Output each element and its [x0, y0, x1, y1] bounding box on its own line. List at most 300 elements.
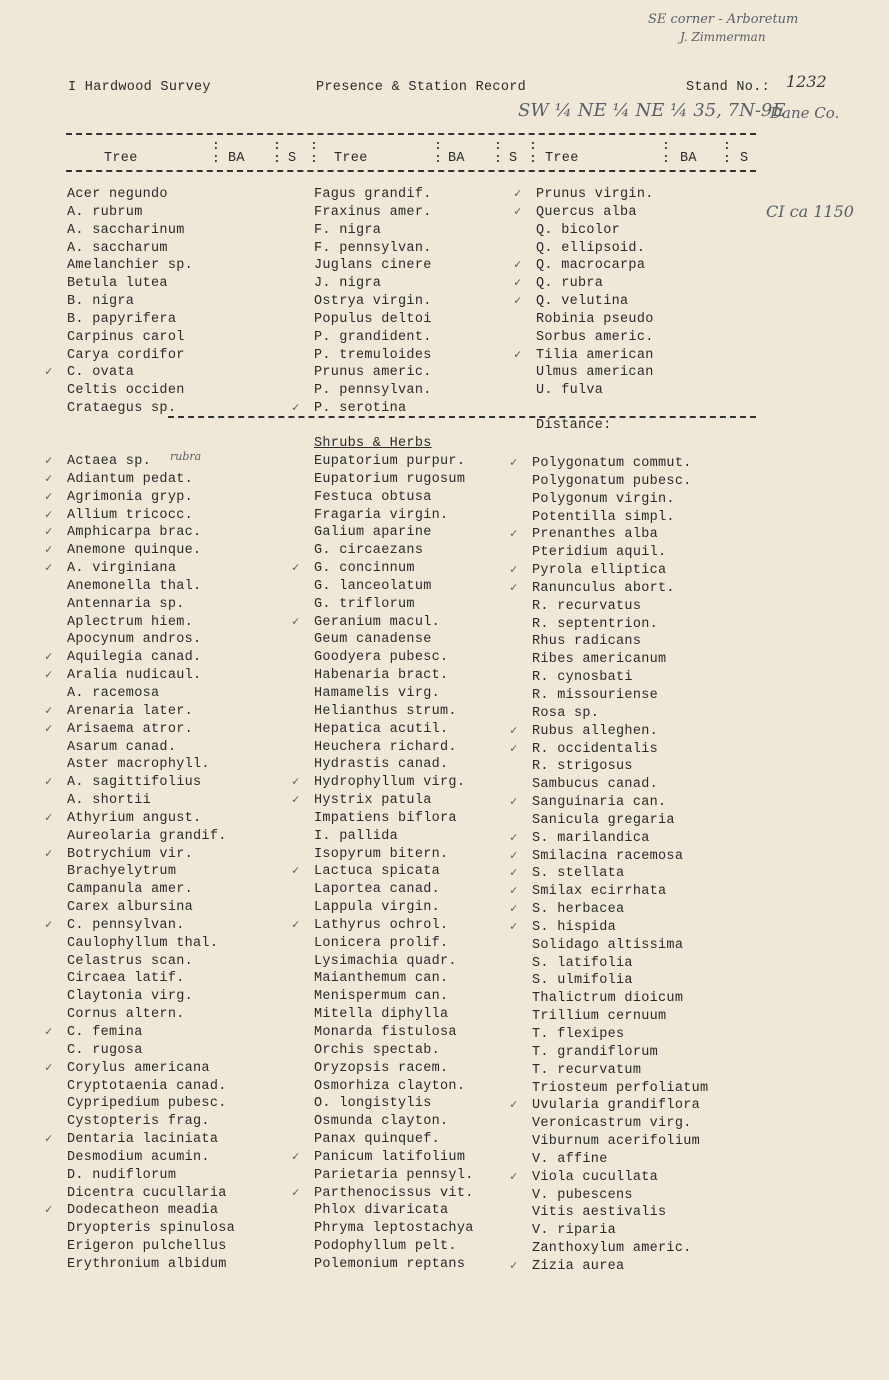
- checkmark-icon: ✓: [45, 1025, 53, 1039]
- species-name: Aralia nudicaul.: [67, 668, 202, 684]
- species-entry: [314, 953, 474, 971]
- species-name: Circaea latif.: [67, 971, 185, 987]
- species-name: Apocynum andros.: [67, 632, 202, 648]
- checkmark-icon: ✓: [292, 1185, 300, 1200]
- species-name: Polygonatum commut.: [532, 456, 692, 471]
- species-name: A. saccharum: [67, 240, 168, 256]
- checkmark-icon: ✓: [510, 866, 518, 881]
- species-name: Hepatica acutil.: [314, 721, 449, 737]
- species-entry: [532, 937, 708, 955]
- species-entry: [314, 596, 474, 614]
- species-entry: [67, 347, 193, 365]
- species-name: Amphicarpa brac.: [67, 525, 202, 541]
- species-entry: [532, 1008, 708, 1026]
- species-entry: [532, 1240, 708, 1258]
- species-name: Aquilegia canad.: [67, 650, 202, 666]
- species-entry: [67, 240, 193, 258]
- species-entry: [314, 649, 474, 667]
- species-entry: [67, 614, 235, 632]
- species-entry: [536, 311, 654, 329]
- species-name: Carpinus carol: [67, 329, 185, 345]
- species-name: Laportea canad.: [314, 882, 441, 898]
- species-name: Pteridium aquil.: [532, 545, 667, 561]
- checkmark-icon: ✓: [45, 507, 53, 522]
- species-name: Pyrola elliptica: [532, 563, 667, 579]
- species-name: C. femina: [67, 1025, 143, 1040]
- species-entry: [45, 917, 235, 935]
- checkmark-icon: ✓: [510, 919, 518, 934]
- ci-note: CI ca 1150: [766, 202, 854, 221]
- checkmark-icon: ✓: [45, 668, 53, 683]
- species-name: I. pallida: [314, 828, 399, 844]
- species-name: Sanguinaria can.: [532, 795, 667, 811]
- checkmark-icon: ✓: [510, 848, 518, 863]
- checkmark-icon: ✓: [510, 723, 518, 738]
- species-entry: [45, 507, 235, 525]
- species-entry: [314, 1131, 474, 1149]
- species-entry: [67, 1220, 235, 1238]
- species-entry: [314, 739, 474, 757]
- header-top-rule: [66, 133, 756, 135]
- species-name: Polemonium reptans: [314, 1256, 466, 1272]
- species-name: C. rugosa: [67, 1042, 143, 1058]
- species-entry: [314, 275, 432, 293]
- rubra-note: rubra: [170, 450, 202, 463]
- species-name: Cystopteris frag.: [67, 1114, 210, 1130]
- species-name: Cryptotaenia canad.: [67, 1078, 227, 1094]
- species-entry: [532, 509, 708, 527]
- species-entry: [314, 542, 474, 560]
- species-entry: [67, 739, 235, 757]
- species-name: Corylus americana: [67, 1060, 210, 1076]
- species-entry: [314, 721, 474, 739]
- species-name: J. nigra: [314, 276, 382, 292]
- stand-number: 1232: [786, 72, 827, 91]
- species-name: Prunus virgin.: [536, 187, 654, 202]
- species-name: Geranium macul.: [314, 614, 441, 630]
- herb-list-col2: [292, 453, 474, 1274]
- species-name: Actaea sp.: [67, 454, 152, 469]
- species-entry: [314, 186, 432, 204]
- species-entry: [314, 988, 474, 1006]
- species-name: R. missouriense: [532, 687, 659, 703]
- species-entry: [67, 382, 193, 400]
- species-name: Celastrus scan.: [67, 953, 194, 969]
- species-entry: [45, 489, 235, 507]
- tree-list-col3: [514, 186, 654, 400]
- species-name: Q. velutina: [536, 294, 629, 310]
- checkmark-icon: ✓: [510, 830, 518, 845]
- species-name: Dodecatheon meadia: [67, 1203, 219, 1219]
- species-entry: [67, 578, 235, 596]
- species-entry: [532, 955, 708, 973]
- species-entry: [314, 329, 432, 347]
- checkmark-icon: ✓: [514, 258, 522, 273]
- species-name: Carex albursina: [67, 900, 194, 916]
- species-entry: [532, 1080, 708, 1098]
- species-entry: [45, 560, 235, 578]
- species-name: Monarda fistulosa: [314, 1025, 457, 1040]
- species-entry: [532, 1204, 708, 1222]
- species-name: B. nigra: [67, 294, 135, 310]
- species-entry: [292, 792, 474, 810]
- species-name: Rhus radicans: [532, 634, 642, 650]
- species-name: Sorbus americ.: [536, 329, 654, 345]
- species-entry: [67, 311, 193, 329]
- tree-col2-header: Tree: [334, 151, 368, 166]
- species-entry: [314, 1202, 474, 1220]
- species-entry: [45, 364, 193, 382]
- species-entry: [314, 1095, 474, 1113]
- species-name: Betula lutea: [67, 276, 168, 292]
- species-entry: [314, 489, 474, 507]
- species-name: Isopyrum bitern.: [314, 846, 449, 862]
- species-entry: [67, 275, 193, 293]
- species-entry: [45, 667, 235, 685]
- species-name: Ulmus american: [536, 365, 654, 381]
- species-name: T. recurvatum: [532, 1062, 642, 1078]
- species-name: Campanula amer.: [67, 882, 194, 898]
- species-entry: [532, 705, 708, 723]
- species-name: Trillium cernuum: [532, 1009, 667, 1025]
- checkmark-icon: ✓: [510, 741, 518, 756]
- species-entry: [510, 1169, 708, 1187]
- species-entry: [514, 257, 654, 275]
- species-name: Parthenocissus vit.: [314, 1185, 474, 1201]
- species-name: Fagus grandif.: [314, 187, 432, 202]
- species-name: Parietaria pennsyl.: [314, 1167, 474, 1183]
- species-name: Panax quinquef.: [314, 1132, 441, 1148]
- species-name: Galium aparine: [314, 525, 432, 541]
- species-entry: [292, 917, 474, 935]
- species-entry: [510, 848, 708, 866]
- species-name: Claytonia virg.: [67, 989, 194, 1005]
- checkmark-icon: ✓: [45, 846, 53, 861]
- species-name: Maianthemum can.: [314, 971, 449, 987]
- species-name: Adiantum pedat.: [67, 471, 194, 487]
- species-name: C. ovata: [67, 365, 135, 381]
- species-entry: [510, 901, 708, 919]
- species-entry: [67, 329, 193, 347]
- species-entry: [314, 364, 432, 382]
- species-entry: [45, 453, 235, 471]
- checkmark-icon: ✓: [45, 650, 53, 665]
- species-entry: [67, 899, 235, 917]
- species-name: V. affine: [532, 1151, 608, 1167]
- checkmark-icon: ✓: [45, 1060, 53, 1075]
- species-entry: [532, 1151, 708, 1169]
- species-name: Botrychium vir.: [67, 846, 194, 862]
- checkmark-icon: ✓: [510, 1098, 518, 1113]
- species-entry: [532, 491, 708, 509]
- species-name: Orchis spectab.: [314, 1042, 441, 1058]
- species-name: Potentilla simpl.: [532, 509, 675, 525]
- species-name: G. circaezans: [314, 543, 424, 559]
- species-name: Aplectrum hiem.: [67, 614, 194, 630]
- species-entry: [45, 471, 235, 489]
- species-name: Q. ellipsoid.: [536, 240, 646, 256]
- species-entry: [67, 1167, 235, 1185]
- species-name: Acer negundo: [67, 187, 168, 202]
- checkmark-icon: ✓: [45, 543, 53, 558]
- checkmark-icon: ✓: [514, 276, 522, 291]
- checkmark-icon: ✓: [45, 365, 53, 380]
- species-name: Erythronium albidum: [67, 1256, 227, 1272]
- species-name: Q. bicolor: [536, 222, 621, 238]
- species-entry: [536, 222, 654, 240]
- species-name: Eupatorium rugosum: [314, 471, 466, 487]
- species-name: Agrimonia gryp.: [67, 489, 194, 505]
- species-name: Arenaria later.: [67, 703, 194, 719]
- distance-label: Distance:: [536, 418, 612, 433]
- tree-list-col1: [45, 186, 194, 418]
- checkmark-icon: ✓: [45, 489, 53, 504]
- species-entry: [67, 792, 235, 810]
- species-entry: [67, 953, 235, 971]
- species-name: Geum canadense: [314, 632, 432, 648]
- checkmark-icon: ✓: [514, 204, 522, 219]
- species-entry: [314, 1256, 474, 1274]
- species-name: Hydrophyllum virg.: [314, 775, 466, 791]
- s-col1-header: S: [288, 151, 297, 166]
- species-name: Vitis aestivalis: [532, 1205, 667, 1221]
- species-entry: [532, 687, 708, 705]
- species-entry: [532, 1222, 708, 1240]
- species-name: Polygonum virgin.: [532, 491, 675, 507]
- species-name: Osmunda clayton.: [314, 1114, 449, 1130]
- species-name: Hydrastis canad.: [314, 757, 449, 773]
- checkmark-icon: ✓: [292, 864, 300, 879]
- species-name: Impatiens biflora: [314, 810, 457, 826]
- species-entry: [532, 776, 708, 794]
- species-name: A. saccharinum: [67, 222, 185, 238]
- species-name: Ostrya virgin.: [314, 294, 432, 310]
- species-entry: [314, 1078, 474, 1096]
- species-entry: [532, 990, 708, 1008]
- species-entry: [510, 723, 708, 741]
- species-name: S. ulmifolia: [532, 973, 633, 989]
- species-name: Aureolaria grandif.: [67, 828, 227, 844]
- species-name: Arisaema atror.: [67, 721, 194, 737]
- species-entry: [292, 614, 474, 632]
- species-entry: [510, 1258, 708, 1276]
- species-name: Mitella diphylla: [314, 1007, 449, 1023]
- species-name: Helianthus strum.: [314, 703, 457, 719]
- checkmark-icon: ✓: [292, 1149, 300, 1164]
- species-entry: [314, 1060, 474, 1078]
- species-name: U. fulva: [536, 383, 604, 399]
- species-entry: [510, 865, 708, 883]
- species-entry: [314, 631, 474, 649]
- species-entry: [67, 222, 193, 240]
- species-entry: [314, 222, 432, 240]
- species-name: Hamamelis virg.: [314, 685, 441, 701]
- species-entry: [536, 382, 654, 400]
- species-name: S. latifolia: [532, 955, 633, 971]
- species-name: Panicum latifolium: [314, 1149, 466, 1165]
- checkmark-icon: ✓: [45, 703, 53, 718]
- ba-col2-header: BA: [448, 151, 465, 166]
- species-entry: [67, 1185, 235, 1203]
- checkmark-icon: ✓: [45, 561, 53, 576]
- checkmark-icon: ✓: [510, 884, 518, 899]
- species-entry: [532, 544, 708, 562]
- species-name: Menispermum can.: [314, 989, 449, 1005]
- species-entry: [514, 186, 654, 204]
- species-name: Allium tricocc.: [67, 507, 194, 523]
- checkmark-icon: ✓: [510, 527, 518, 542]
- species-name: Habenaria bract.: [314, 668, 449, 684]
- species-entry: [510, 883, 708, 901]
- species-name: Brachyelytrum: [67, 864, 177, 880]
- species-name: Festuca obtusa: [314, 489, 432, 505]
- species-name: Solidago altissima: [532, 937, 684, 953]
- species-entry: [45, 1060, 235, 1078]
- species-name: Quercus alba: [536, 204, 637, 220]
- species-name: Heuchera richard.: [314, 739, 457, 755]
- species-entry: [532, 1187, 708, 1205]
- checkmark-icon: ✓: [45, 1132, 53, 1147]
- species-name: Sambucus canad.: [532, 777, 659, 793]
- species-name: Athyrium angust.: [67, 810, 202, 826]
- species-entry: [292, 560, 474, 578]
- species-name: Podophyllum pelt.: [314, 1239, 457, 1255]
- species-entry: [532, 1133, 708, 1151]
- checkmark-icon: ✓: [514, 294, 522, 309]
- species-name: Aster macrophyll.: [67, 757, 210, 773]
- species-entry: [67, 1238, 235, 1256]
- species-entry: [536, 240, 654, 258]
- species-entry: [514, 293, 654, 311]
- species-name: P. serotina: [314, 401, 407, 417]
- species-entry: [314, 703, 474, 721]
- species-entry: [532, 633, 708, 651]
- species-name: Viola cucullata: [532, 1169, 659, 1185]
- checkmark-icon: ✓: [510, 456, 518, 470]
- species-entry: [314, 1042, 474, 1060]
- species-entry: [314, 578, 474, 596]
- species-name: C. pennsylvan.: [67, 917, 185, 933]
- species-entry: [67, 257, 193, 275]
- species-name: Fraxinus amer.: [314, 204, 432, 220]
- species-entry: [314, 1113, 474, 1131]
- species-name: Crataegus sp.: [67, 401, 177, 417]
- species-name: R. recurvatus: [532, 598, 642, 614]
- survey-sheet: SE corner - Arboretum J. Zimmerman I Hardwood Survey Presence & Station Record Stand No.: 1232 SW ¼ NE ¼ NE ¼ 35, 7N-9E Dane Co. CI ca 1150 Tree BA S Tree BA S Tree BA S : : : : : : : : : : : : : : : : Acer negundo A. rubrum A. saccharinum A. saccharum Amelanchier sp. Betula lutea B. nigra B. papyrifera Carpinus carol Carya cordifor ✓ C. ovata Celtis occiden Crataegus sp. Fagus grandif. Fraxinus amer. F. nigra F. pennsylvan. Juglans cinere J. nigra Ostrya virgin. Populus deltoi P. grandident. P. tremuloides Prunus americ. P. pennsylvan. ✓ P. serotina ✓ Prunus virgin. ✓ Quercus alba Q. bicolor Q. ellipsoid. ✓ Q. macrocarpa ✓ Q. rubra ✓ Q. velutina Robinia pseudo Sorbus americ. ✓ Tilia american Ulmus american U. fulva Distance: Shrubs & Herbs rubra ✓ Actaea sp. ✓ Adiantum pedat. ✓ Agrimonia gryp. ✓ Allium tricocc. ✓ Amphicarpa brac. ✓ Anemone quinque. ✓ A. virginiana Anemonella thal. Antennaria sp. Aplectrum hiem. Apocynum andros. ✓ Aquilegia canad. ✓ Aralia nudicaul. A. racemosa ✓ Arenaria later. ✓ Arisaema atror. Asarum canad. Aster macrophyll. ✓ A. sagittifolius A. shortii ✓ Athyrium angust. Aureolaria grandif. ✓ Botrychium vir. Brachyelytrum Campanula amer. Carex albursina ✓ C. pennsylvan. Caulophyllum thal. Celastrus scan. Circaea latif. Claytonia virg. Cornus altern. ✓ C. femina C. rugosa ✓ Corylus americana Cryptotaenia canad. Cypripedium pubesc. Cystopteris frag. ✓ Dentaria laciniata Desmodium acumin. D. nudiflorum Dicentra cucullaria ✓ Dodecatheon meadia Dryopteris spinulosa Erigeron pulchellus Erythronium albidum Eupatorium purpur. Eupatorium rugosum Festuca obtusa Fragaria virgin. Galium aparine G. circaezans ✓ G. concinnum G. lanceolatum G. triflorum ✓ Geranium macul. Geum canadense Goodyera pubesc. Habenaria bract. Hamamelis virg. Helianthus strum. Hepatica acutil. Heuchera richard. Hydrastis canad. ✓ Hydrophyllum virg. ✓ Hystrix patula Impatiens biflora I. pallida Isopyrum bitern. ✓ Lactuca spicata Laportea canad. Lappula virgin. ✓ Lathyrus ochrol. Lonicera prolif. Lysimachia quadr. Maianthemum can. Menispermum can. Mitella diphylla Monarda fistulosa Orchis spectab. Oryzopsis racem. Osmorhiza clayton. O. longistylis Osmunda clayton. Panax quinquef. ✓ Panicum latifolium Parietaria pennsyl. ✓ Parthenocissus vit. Phlox divaricata Phryma leptostachya Podophyllum pelt. Polemonium reptans ✓ Polygonatum commut. Polygonatum pubesc. Polygonum virgin. Potentilla simpl. ✓ Prenanthes alba Pteridium aquil. ✓ Pyrola elliptica ✓ Ranunculus abort. R. recurvatus R. septentrion. Rhus radicans Ribes americanum R. cynosbati R. missouriense Rosa sp. ✓ Rubus alleghen. ✓ R. occidentalis R. strigosus Sambucus canad. ✓ Sanguinaria can. Sanicula gregaria ✓ S. marilandica ✓ Smilacina racemosa ✓ S. stellata ✓ Smilax ecirrhata ✓ S. herbacea ✓ S. hispida Solidago altissima S. latifolia S. ulmifolia Thalictrum dioicum Trillium cernuum T. flexipes T. grandiflorum T. recurvatum Triosteum perfoliatum ✓ Uvularia grandiflora Veronicastrum virg. Viburnum acerifolium V. affine ✓ Viola cucullata V. pubescens Vitis aestivalis V. riparia Zanthoxylum americ. ✓ Zizia aurea: [45, 12, 854, 1274]
- species-entry: [532, 1044, 708, 1062]
- survey-title: I Hardwood Survey: [68, 80, 211, 95]
- species-entry: [45, 542, 235, 560]
- species-entry: [314, 828, 474, 846]
- herb-list-col3: [510, 455, 709, 1276]
- species-entry: [314, 685, 474, 703]
- species-name: V. riparia: [532, 1223, 617, 1239]
- species-name: S. stellata: [532, 866, 625, 882]
- species-entry: [67, 186, 193, 204]
- species-entry: [45, 1131, 235, 1149]
- species-entry: [314, 756, 474, 774]
- species-name: P. pennsylvan.: [314, 383, 432, 399]
- species-name: Viburnum acerifolium: [532, 1134, 701, 1150]
- record-title: Presence & Station Record: [316, 80, 527, 95]
- species-name: V. pubescens: [532, 1187, 633, 1203]
- checkmark-icon: ✓: [510, 1169, 518, 1184]
- checkmark-icon: ✓: [514, 187, 522, 201]
- species-entry: [45, 810, 235, 828]
- species-entry: [67, 935, 235, 953]
- handwritten-note-collector: J. Zimmerman: [680, 30, 766, 44]
- species-name: A. virginiana: [67, 561, 177, 577]
- species-entry: [45, 1024, 235, 1042]
- checkmark-icon: ✓: [45, 917, 53, 932]
- species-entry: [67, 204, 193, 222]
- species-name: D. nudiflorum: [67, 1167, 177, 1183]
- species-name: Hystrix patula: [314, 793, 432, 809]
- species-name: Prenanthes alba: [532, 527, 659, 543]
- species-name: P. tremuloides: [314, 347, 432, 363]
- species-name: Smilax ecirrhata: [532, 884, 667, 900]
- ba-col1-header: BA: [228, 151, 245, 166]
- species-entry: [532, 758, 708, 776]
- stand-label: Stand No.:: [686, 80, 771, 95]
- species-name: Polygonatum pubesc.: [532, 473, 692, 489]
- checkmark-icon: ✓: [292, 614, 300, 629]
- species-entry: [314, 667, 474, 685]
- species-entry: [314, 382, 432, 400]
- species-entry: [67, 756, 235, 774]
- species-name: Dentaria laciniata: [67, 1132, 219, 1148]
- species-name: F. nigra: [314, 222, 382, 238]
- species-name: Smilacina racemosa: [532, 848, 684, 864]
- species-name: Dicentra cucullaria: [67, 1185, 227, 1201]
- species-entry: [67, 988, 235, 1006]
- species-name: Cypripedium pubesc.: [67, 1096, 227, 1112]
- species-entry: [67, 293, 193, 311]
- species-name: P. grandident.: [314, 329, 432, 345]
- species-entry: [314, 204, 432, 222]
- species-name: Dryopteris spinulosa: [67, 1221, 236, 1237]
- species-name: A. rubrum: [67, 204, 143, 220]
- species-name: Ribes americanum: [532, 652, 667, 668]
- ba-col3-header: BA: [680, 151, 697, 166]
- species-name: Uvularia grandiflora: [532, 1098, 701, 1114]
- species-name: Populus deltoi: [314, 311, 432, 327]
- species-name: Robinia pseudo: [536, 311, 654, 327]
- species-entry: [67, 1113, 235, 1131]
- herb-list-col1: [45, 453, 236, 1274]
- species-entry: [45, 774, 235, 792]
- checkmark-icon: ✓: [292, 775, 300, 790]
- species-name: Rubus alleghen.: [532, 723, 659, 739]
- species-entry: [314, 970, 474, 988]
- species-entry: [510, 1097, 708, 1115]
- species-name: Desmodium acumin.: [67, 1149, 210, 1165]
- species-name: Lappula virgin.: [314, 900, 441, 916]
- species-name: R. cynosbati: [532, 670, 633, 686]
- species-entry: [314, 471, 474, 489]
- species-entry: [510, 830, 708, 848]
- species-entry: [532, 616, 708, 634]
- species-entry: [67, 1256, 235, 1274]
- tree-list-col2: [292, 186, 432, 418]
- species-entry: [67, 631, 235, 649]
- county-note: Dane Co.: [770, 104, 840, 122]
- species-entry: [510, 526, 708, 544]
- shrubs-herbs-heading: Shrubs & Herbs: [314, 436, 432, 451]
- species-entry: [67, 881, 235, 899]
- species-name: A. racemosa: [67, 685, 160, 701]
- species-name: B. papyrifera: [67, 311, 177, 327]
